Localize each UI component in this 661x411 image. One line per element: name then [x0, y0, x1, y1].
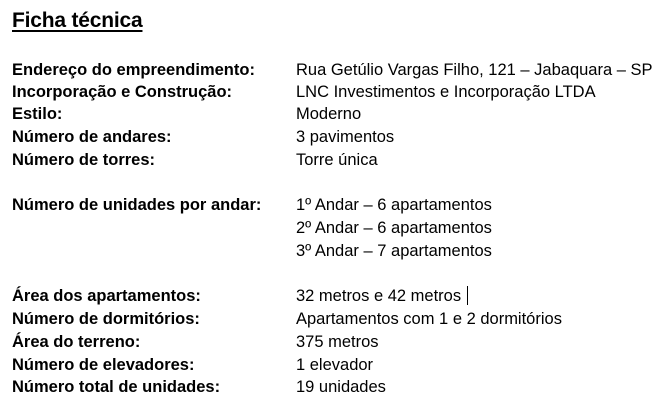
spec-value: 375 metros	[296, 333, 379, 351]
spec-label: Número de torres:	[12, 151, 156, 169]
spec-value: 1 elevador	[296, 356, 374, 374]
spec-value: 19 unidades	[296, 378, 386, 396]
spec-row-land-area	[12, 331, 657, 354]
spec-row-style	[12, 103, 657, 126]
spec-value: Torre única	[296, 151, 378, 169]
spec-label: Número de elevadores:	[12, 356, 195, 374]
spec-row-units-per-floor	[12, 194, 657, 217]
spec-label: Número de dormitórios:	[12, 310, 200, 328]
spec-label: Número total de unidades:	[12, 378, 221, 396]
spec-value: 32 metros e 42 metros	[296, 287, 462, 305]
spec-row-towers	[12, 149, 657, 172]
spec-label: Área do terreno:	[12, 333, 141, 351]
spec-value-wrap[interactable]	[296, 285, 468, 308]
spec-row-bedrooms	[12, 308, 657, 331]
spec-row-elevators	[12, 354, 657, 377]
spec-row-developer	[12, 81, 657, 104]
spec-row-units-floor-3	[12, 240, 657, 263]
spec-label: Estilo:	[12, 105, 63, 123]
spec-row-apartment-area	[12, 285, 657, 308]
spec-value: 3º Andar – 7 apartamentos	[296, 242, 492, 260]
spec-value: Apartamentos com 1 e 2 dormitórios	[296, 310, 562, 328]
spec-label: Endereço do empreendimento:	[12, 61, 255, 79]
spec-value: LNC Investimentos e Incorporação LTDA	[296, 83, 596, 101]
spec-row-floors	[12, 126, 657, 149]
spec-row-units-floor-2	[12, 217, 657, 240]
spec-value: 1º Andar – 6 apartamentos	[296, 196, 492, 214]
spec-label: Número de unidades por andar:	[12, 196, 262, 214]
spec-value: Rua Getúlio Vargas Filho, 121 – Jabaquara – SP	[296, 61, 653, 79]
spec-label: Área dos apartamentos:	[12, 287, 201, 305]
document-title: Ficha técnica	[12, 9, 143, 32]
spec-value: 2º Andar – 6 apartamentos	[296, 219, 492, 237]
spec-label: Incorporação e Construção:	[12, 83, 233, 101]
spec-row-total-units	[12, 376, 657, 399]
spec-value: Moderno	[296, 105, 362, 123]
text-cursor	[467, 286, 468, 305]
spec-label: Número de andares:	[12, 128, 172, 146]
spec-value: 3 pavimentos	[296, 128, 395, 146]
spec-row-address	[12, 59, 657, 82]
